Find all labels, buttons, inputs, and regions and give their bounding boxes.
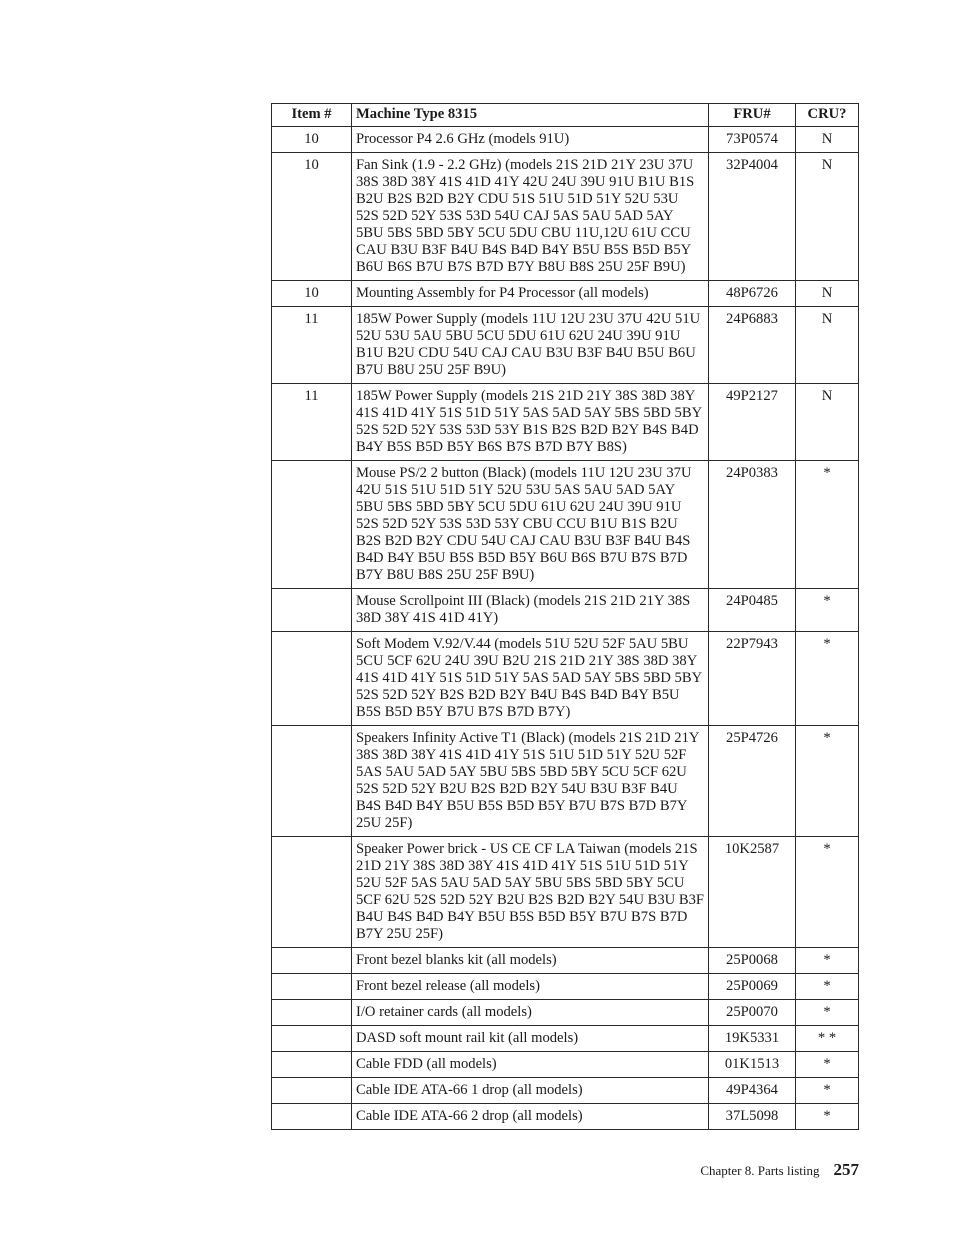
- cell-description: Cable IDE ATA-66 1 drop (all models): [352, 1078, 709, 1104]
- cell-description: 185W Power Supply (models 11U 12U 23U 37U 42U 51U 52U 53U 5AU 5BU 5CU 5DU 61U 62U 24U 39U 91U B1U B2U CDU 54U CAJ CAU B3U B3F B4U B5U B6U B7U B8U 25U 25F B9U): [352, 307, 709, 384]
- cell-fru: 49P4364: [709, 1078, 796, 1104]
- cell-cru: *: [796, 589, 859, 632]
- cell-description: Cable FDD (all models): [352, 1052, 709, 1078]
- table-row: [272, 948, 859, 974]
- table-row: [272, 726, 859, 837]
- cell-fru: 22P7943: [709, 632, 796, 726]
- cell-cru: N: [796, 153, 859, 281]
- cell-cru: *: [796, 632, 859, 726]
- cell-fru: 25P0068: [709, 948, 796, 974]
- cell-fru: 25P0069: [709, 974, 796, 1000]
- cell-item: [272, 1026, 352, 1052]
- header-machine-type: Machine Type 8315: [352, 104, 709, 127]
- cell-cru: *: [796, 1104, 859, 1130]
- cell-description: I/O retainer cards (all models): [352, 1000, 709, 1026]
- table-row: [272, 632, 859, 726]
- header-fru: FRU#: [709, 104, 796, 127]
- cell-cru: *: [796, 1078, 859, 1104]
- cell-cru: *: [796, 948, 859, 974]
- table-row: [272, 1000, 859, 1026]
- cell-description: Front bezel blanks kit (all models): [352, 948, 709, 974]
- cell-cru: *: [796, 1000, 859, 1026]
- cell-item: [272, 726, 352, 837]
- table-row: [272, 1078, 859, 1104]
- cell-item: [272, 461, 352, 589]
- cell-item: [272, 589, 352, 632]
- cell-cru: N: [796, 127, 859, 153]
- cell-item: [272, 837, 352, 948]
- chapter-title: Chapter 8. Parts listing: [700, 1163, 820, 1178]
- cell-item: [272, 974, 352, 1000]
- table-row: [272, 1104, 859, 1130]
- cell-fru: 01K1513: [709, 1052, 796, 1078]
- table-row: [272, 461, 859, 589]
- cell-fru: 37L5098: [709, 1104, 796, 1130]
- cell-item: 10: [272, 281, 352, 307]
- cell-fru: 73P0574: [709, 127, 796, 153]
- table-row: [272, 589, 859, 632]
- cell-cru: *: [796, 837, 859, 948]
- table-row: [272, 974, 859, 1000]
- cell-fru: 10K2587: [709, 837, 796, 948]
- cell-description: Soft Modem V.92/V.44 (models 51U 52U 52F 5AU 5BU 5CU 5CF 62U 24U 39U B2U 21S 21D 21Y 38S 38D 38Y 41S 41D 41Y 51S 51D 51Y 5AS 5AD 5AY 5BS 5BD 5BY 52S 52D 52Y B2S B2D B2Y B4U B4S B4D B4Y B5U B5S B5D B5Y B7U B7S B7D B7Y): [352, 632, 709, 726]
- cell-fru: 25P0070: [709, 1000, 796, 1026]
- table-row: [272, 1052, 859, 1078]
- cell-cru: N: [796, 307, 859, 384]
- cell-item: 11: [272, 384, 352, 461]
- table-row: [272, 837, 859, 948]
- cell-fru: 48P6726: [709, 281, 796, 307]
- cell-item: 10: [272, 153, 352, 281]
- cell-cru: *: [796, 461, 859, 589]
- cell-item: [272, 1052, 352, 1078]
- cell-description: Mouse PS/2 2 button (Black) (models 11U 12U 23U 37U 42U 51S 51U 51D 51Y 52U 53U 5AS 5AU 5AD 5AY 5BU 5BS 5BD 5BY 5CU 5DU 61U 62U 24U 39U 91U 52S 52D 52Y 53S 53D 53Y CBU CCU B1U B1S B2U B2S B2D B2Y CDU 54U CAJ CAU B3U B3F B4U B4S B4D B4Y B5U B5S B5D B5Y B6U B6S B7U B7S B7D B7Y B8U B8S 25U 25F B9U): [352, 461, 709, 589]
- table-row: [272, 281, 859, 307]
- cell-item: 11: [272, 307, 352, 384]
- cell-item: [272, 1078, 352, 1104]
- cell-description: Speaker Power brick - US CE CF LA Taiwan (models 21S 21D 21Y 38S 38D 38Y 41S 41D 41Y 51S 51U 51D 51Y 52U 52F 5AS 5AU 5AD 5AY 5BU 5BS 5BD 5BY 5CU 5CF 62U 52S 52D 52Y B2U B2S B2D B2Y 54U B3U B3F B4U B4S B4D B4Y B5U B5S B5D B5Y B7U B7S B7D B7Y 25U 25F): [352, 837, 709, 948]
- cell-item: [272, 948, 352, 974]
- cell-description: 185W Power Supply (models 21S 21D 21Y 38S 38D 38Y 41S 41D 41Y 51S 51D 51Y 5AS 5AD 5AY 5BS 5BD 5BY 52S 52D 52Y 53S 53D 53Y B1S B2S B2D B2Y B4S B4D B4Y B5S B5D B5Y B6S B7S B7D B7Y B8S): [352, 384, 709, 461]
- cell-fru: 19K5331: [709, 1026, 796, 1052]
- table-row: [272, 307, 859, 384]
- cell-cru: *: [796, 1052, 859, 1078]
- cell-description: Front bezel release (all models): [352, 974, 709, 1000]
- cell-cru: N: [796, 384, 859, 461]
- cell-description: Cable IDE ATA-66 2 drop (all models): [352, 1104, 709, 1130]
- table-row: [272, 384, 859, 461]
- cell-fru: 49P2127: [709, 384, 796, 461]
- cell-item: 10: [272, 127, 352, 153]
- cell-description: Mounting Assembly for P4 Processor (all models): [352, 281, 709, 307]
- cell-cru: *: [796, 974, 859, 1000]
- cell-description: Fan Sink (1.9 - 2.2 GHz) (models 21S 21D 21Y 23U 37U 38S 38D 38Y 41S 41D 41Y 42U 24U 39U 91U B1U B1S B2U B2S B2D B2Y CDU 51S 51U 51D 51Y 52U 53U 52S 52D 52Y 53S 53D 54U CAJ 5AS 5AU 5AD 5AY 5BU 5BS 5BD 5BY 5CU 5DU CBU 11U,12U 61U CCU CAU B3U B3F B4U B4S B4D B4Y B5U B5S B5D B5Y B6U B6S B7U B7S B7D B7Y B8U B8S 25U 25F B9U): [352, 153, 709, 281]
- cell-cru: * *: [796, 1026, 859, 1052]
- cell-description: DASD soft mount rail kit (all models): [352, 1026, 709, 1052]
- cell-description: Mouse Scrollpoint III (Black) (models 21S 21D 21Y 38S 38D 38Y 41S 41D 41Y): [352, 589, 709, 632]
- cell-fru: 25P4726: [709, 726, 796, 837]
- cell-cru: N: [796, 281, 859, 307]
- header-item: Item #: [272, 104, 352, 127]
- header-cru: CRU?: [796, 104, 859, 127]
- cell-description: Speakers Infinity Active T1 (Black) (models 21S 21D 21Y 38S 38D 38Y 41S 41D 41Y 51S 51U 51D 51Y 52U 52F 5AS 5AU 5AD 5AY 5BU 5BS 5BD 5BY 5CU 5CF 62U 52S 52D 52Y B2U B2S B2D B2Y 54U B3U B3F B4U B4S B4D B4Y B5U B5S B5D B5Y B7U B7S B7D B7Y 25U 25F): [352, 726, 709, 837]
- cell-fru: 24P0485: [709, 589, 796, 632]
- cell-cru: *: [796, 726, 859, 837]
- page-number: 257: [833, 1160, 859, 1179]
- cell-fru: 32P4004: [709, 153, 796, 281]
- cell-description: Processor P4 2.6 GHz (models 91U): [352, 127, 709, 153]
- cell-fru: 24P0383: [709, 461, 796, 589]
- table-header-row: [272, 104, 859, 127]
- cell-fru: 24P6883: [709, 307, 796, 384]
- table-row: [272, 1026, 859, 1052]
- cell-item: [272, 632, 352, 726]
- table-row: [272, 153, 859, 281]
- cell-item: [272, 1104, 352, 1130]
- cell-item: [272, 1000, 352, 1026]
- table-row: [272, 127, 859, 153]
- parts-table: [271, 103, 859, 1130]
- page-footer: [700, 1160, 859, 1180]
